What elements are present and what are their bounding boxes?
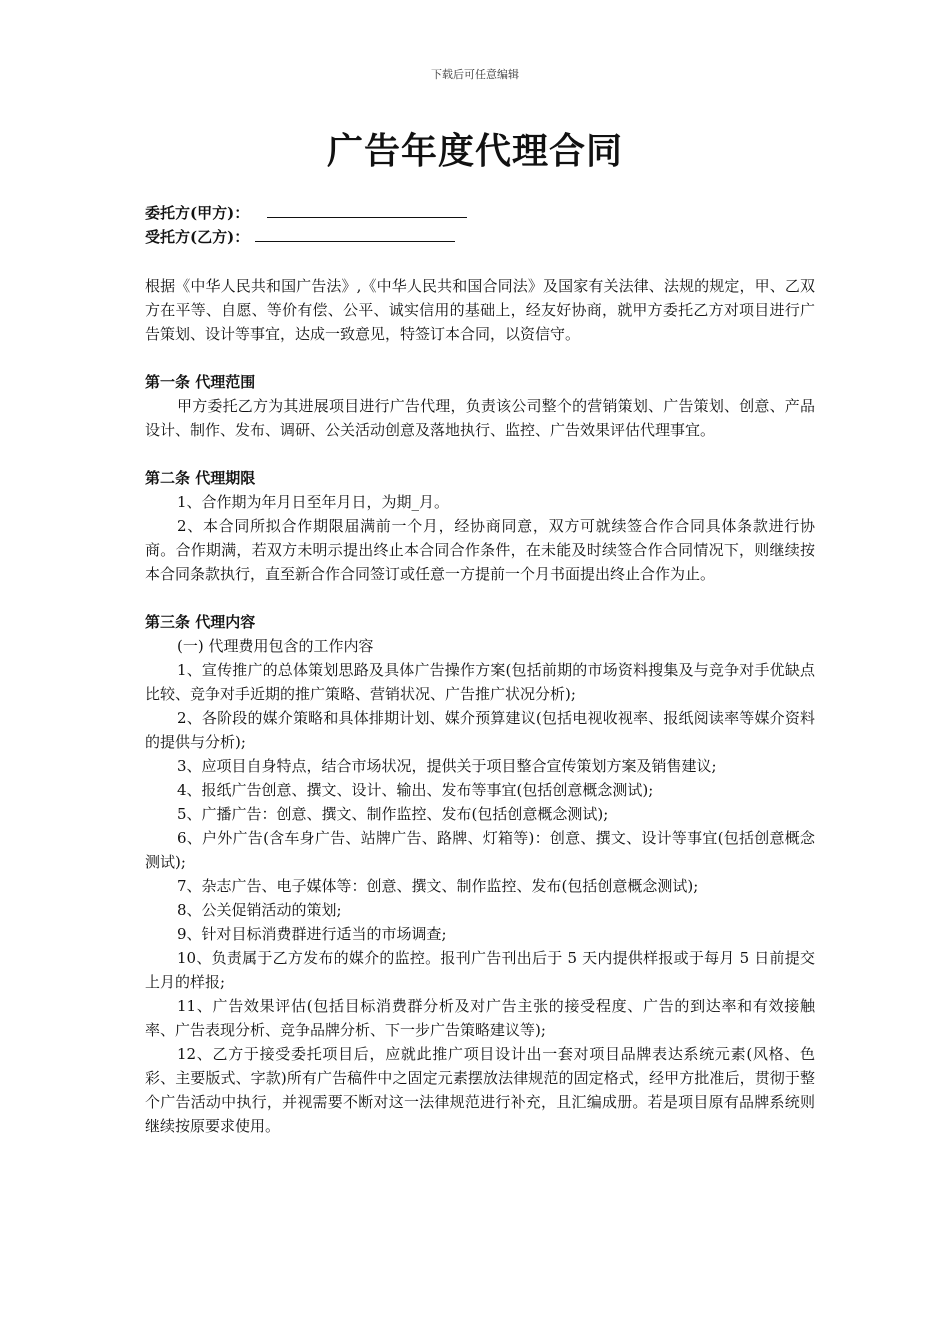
party-a-line [145,200,815,224]
party-a-blank [267,200,467,218]
article-3-item: 11、广告效果评估(包括目标消费群分析及对广告主张的接受程度、广告的到达率和有效接触率、广告表现分析、竞争品牌分析、下一步广告策略建议等); [145,997,815,1039]
article-3-item: 6、户外广告(含车身广告、站牌广告、路牌、灯箱等)：创意、撰文、设计等事宜(包括创意概念测试); [145,829,815,871]
article-3-item: 12、乙方于接受委托项目后，应就此推广项目设计出一套对项目品牌表达系统元素(风格、色彩、主要版式、字款)所有广告稿件中之固定元素摆放法律规范的固定格式，经甲方批准后，贯彻于整个广告活动中执行，并视需要不断对这一法律规范进行补充，且汇编成册。若是项目原有品牌系统则继续按原要求使用。 [145,1045,815,1135]
article-1-heading: 第一条 代理范围 [145,373,256,391]
article-2-heading: 第二条 代理期限 [145,469,256,487]
intro-paragraph: 根据《中华人民共和国广告法》,《中华人民共和国合同法》及国家有关法律、法规的规定，甲、乙双方在平等、自愿、等价有偿、公平、诚实信用的基础上，经友好协商，就甲方委托乙方对项目进行广告策划、设计等事宜，达成一致意见，特签订本合同，以资信守。 [145,277,815,343]
article-3-item: 2、各阶段的媒介策略和具体排期计划、媒介预算建议(包括电视收视率、报纸阅读率等媒介资料的提供与分析); [145,709,815,751]
spacer [145,248,815,274]
article-3-heading: 第三条 代理内容 [145,613,256,631]
article-3-subheading: (一) 代理费用包含的工作内容 [177,637,374,655]
party-b-label: 受托方(乙方)： [145,228,250,246]
article-3-item: 1、宣传推广的总体策划思路及具体广告操作方案(包括前期的市场资料搜集及与竞争对手优缺点比较、竞争对手近期的推广策略、营销状况、广告推广状况分析); [145,661,815,703]
document-title: 广告年度代理合同 [326,130,623,172]
article-1-body: 甲方委托乙方为其进展项目进行广告代理，负责该公司整个的营销策划、广告策划、创意、产品设计、制作、发布、调研、公关活动创意及落地执行、监控、广告效果评估代理事宜。 [145,397,815,439]
article-3-item: 5、广播广告：创意、撰文、制作监控、发布(包括创意概念测试); [177,805,609,823]
party-a-label: 委托方(甲方)： [145,204,250,222]
spacer [145,586,815,610]
article-3-item: 10、负责属于乙方发布的媒介的监控。报刊广告刊出后于 5 天内提供样报或于每月 5 日前提交上月的样报; [145,949,815,991]
article-3-item: 9、针对目标消费群进行适当的市场调查; [177,925,447,943]
document-body [145,200,815,1138]
spacer [145,442,815,466]
article-3-item: 8、公关促销活动的策划; [177,901,342,919]
spacer [145,346,815,370]
article-3-item: 4、报纸广告创意、撰文、设计、输出、发布等事宜(包括创意概念测试); [177,781,654,799]
party-b-line [145,224,815,248]
party-b-blank [255,224,455,242]
article-2-item: 1、合作期为年月日至年月日，为期_月。 [177,493,450,511]
header-note: 下载后可任意编辑 [431,68,519,81]
article-3-item: 7、杂志广告、电子媒体等：创意、撰文、制作监控、发布(包括创意概念测试); [177,877,699,895]
article-2-item: 2、本合同所拟合作期限届满前一个月，经协商同意，双方可就续签合作合同具体条款进行协商。合作期满，若双方未明示提出终止本合同合作条件，在未能及时续签合作合同情况下，则继续按本合同条款执行，直至新合作合同签订或任意一方提前一个月书面提出终止合作为止。 [145,517,815,583]
article-3-item: 3、应项目自身特点，结合市场状况，提供关于项目整合宣传策划方案及销售建议; [177,757,717,775]
